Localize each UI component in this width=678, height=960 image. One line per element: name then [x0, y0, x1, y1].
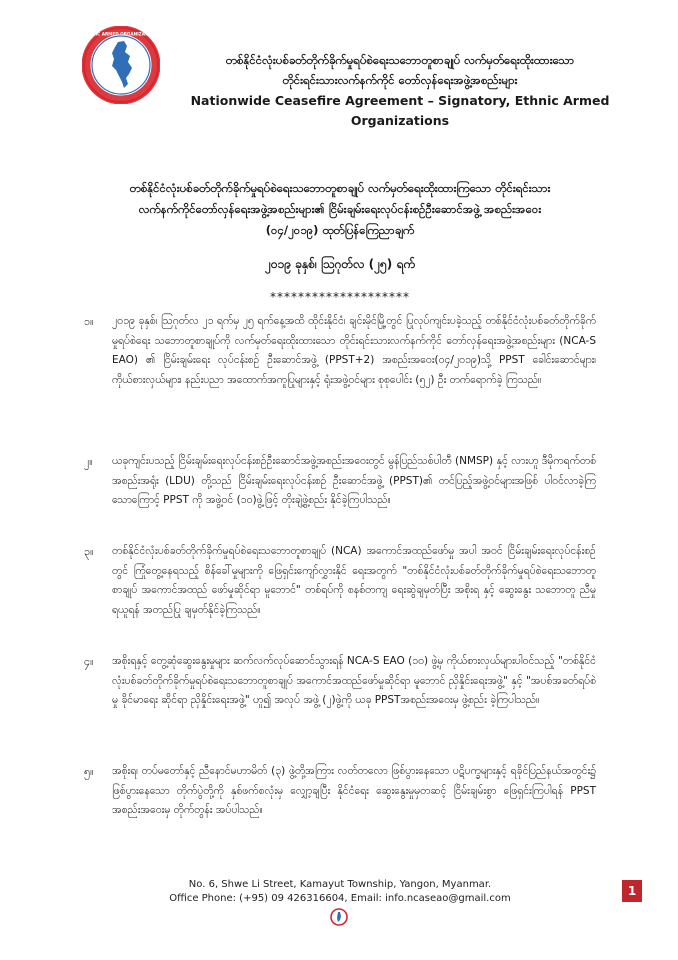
footer-phone-email: Office Phone: (+95) 09 426316604, Email: info.ncaseao@gmail.com: [169, 893, 511, 904]
title-line2: လက်နက်ကိုင်တော်လှန်ရေးအဖွဲ့အစည်းများ၏ ငြိမ်းချမ်းရေးလုပ်ငန်းစဉ်ဦးဆောင်အဖွဲ့ အစည်းအဝေး: [138, 202, 542, 216]
letterhead: [165, 50, 635, 130]
paragraph-2: [84, 452, 596, 511]
statement-date: ၂၀၁၉ ခုနှစ်၊ ဩဂုတ်လ (၂၅) ရက်: [264, 257, 416, 271]
org-name-mm-line2: တိုင်းရင်းသားလက်နက်ကိုင် တော်လှန်ရေးအဖွဲ့အစည်းများ: [282, 73, 518, 87]
paragraph-text: တစ်နိုင်ငံလုံးပစ်ခတ်တိုက်ခိုက်မှုရပ်စဲရေးသဘောတူစာချုပ် (NCA) အကောင်အထည်ဖော်မှု အပါ အဝင် ငြိမ်းချမ်းရေးလုပ်ငန်းစဉ်တွင် ကြုံတွေ့နေရသည့် စိန်ခေါ်မှုများကို ဖြေရှင်းကျော်လွှားနိုင် ရေးအတွက် "တစ်နိုင်ငံလုံးပစ်ခတ်တိုက်ခိုက်မှုရပ်စဲရေးသဘောတူစာချုပ် အကောင်အထည် ဖော်မှုဆိုင်ရာ မူဘောင်" တစ်ရပ်ကို စနစ်တကျ ရေးဆွဲချမှတ်ပြီး အစိုးရ နှင့် ဆွေးနွေး သဘောတူ ညီမှု ရယူရန် အတည်ပြု ချမှတ်နိုင်ခဲ့ကြသည်။: [112, 545, 596, 616]
paragraph-5: [84, 762, 596, 821]
paragraph-3: [84, 542, 596, 620]
organization-logo: [82, 26, 160, 104]
paragraph-1: [84, 312, 596, 390]
paragraph-4: [84, 652, 596, 711]
org-name-en-line2: Organizations: [350, 113, 450, 128]
separator: ********************: [270, 290, 410, 304]
footer-contact: [100, 878, 580, 906]
paragraph-text: အစိုးရနှင့် တွေ့ဆုံဆွေးနွေးမှုများ ဆက်လက်လုပ်ဆောင်သွားရန် NCA-S EAO (၁၀) ဖွဲ့မှ ကိုယ်စားလှယ်များပါဝင်သည့် "တစ်နိုင်ငံလုံးပစ်ခတ်တိုက်ခိုက်မှုရပ်စဲရေးသဘောတူစာချုပ် အကောင်အထည်ဖော်မှုဆိုင်ရာ မူဘောင် ညှိနှိုင်းရေးအဖွဲ့" နှင့် "အပစ်အခတ်ရပ်စဲမှု ခိုင်မာရေး ဆိုင်ရာ ညှိနှိုင်းရေးအဖွဲ့" ဟူ၍ အလုပ် အဖွဲ့ (၂)ဖွဲ့ကို ယခု PPSTအစည်းအဝေးမှ ဖွဲ့စည်း ခဲ့ကြပါသည်။: [112, 655, 596, 706]
paragraph-number: ၃။: [84, 545, 94, 558]
paragraph-number: ၄။: [84, 655, 94, 668]
paragraph-text: အစိုးရ၊ တပ်မတော်နှင့် ညီနောင်မဟာမိတ် (၃) ဖွဲ့တို့အကြား လတ်တလော ဖြစ်ပွားနေသော ပဋိပက္ခများနှင့် ရခိုင်ပြည်နယ်အတွင်း၌ ဖြစ်ပွားနေသော တိုက်ပွဲတို့ကို နှစ်ဖက်စလုံးမှ လျှော့ချပြီး နိုင်ငံရေး ဆွေးနွေးမှုမှတဆင့် ငြိမ်းချမ်းစွာ ဖြေရှင်းကြပါရန် PPST အစည်းအဝေးမှ တိုက်တွန်း အပ်ပါသည်။: [112, 765, 596, 816]
title-line1: တစ်နိုင်ငံလုံးပစ်ခတ်တိုက်ခိုက်မှုရပ်စဲရေးသဘောတူစာချုပ် လက်မှတ်ရေးထိုးထားကြသော တိုင်းရင်းသား: [129, 181, 551, 195]
footer-logo-icon: [330, 908, 348, 926]
page-number-badge: 1: [622, 880, 642, 902]
paragraph-text: ယခုကျင်းပသည့် ငြိမ်းချမ်းရေးလုပ်ငန်းစဉ်ဦးဆောင်အဖွဲ့အစည်းအဝေးတွင် မွန်ပြည်သစ်ပါတီ (NMSP) နှင့် လားဟူ ဒီမိုကရက်တစ်အစည်းအရုံး (LDU) တို့သည် ငြိမ်းချမ်းရေးလုပ်ငန်းစဉ် ဦးဆောင်အဖွဲ့ (PPST)၏ တင်ပြည့်အဖွဲ့ဝင်များအဖြစ် ပါဝင်လာခဲ့ကြသောကြောင့် PPST ကို အဖွဲ့ဝင် (၁၀)ဖွဲ့ဖြင့် တိုးချဲ့ဖွဲ့စည်း နိုင်ခဲ့ကြပါသည်။: [112, 455, 596, 506]
statement-title: [60, 178, 620, 241]
paragraph-number: ၁။: [84, 315, 94, 328]
logo-ring-text: ETHNIC ARMED ORGANIZATIONS: [82, 31, 160, 37]
org-name-mm-line1: တစ်နိုင်ငံလုံးပစ်ခတ်တိုက်ခိုက်မှုရပ်စဲရေးသဘောတူစာချုပ် လက်မှတ်ရေးထိုးထားသော: [225, 53, 575, 67]
paragraph-number: ၂။: [84, 455, 93, 468]
title-line3: (၀၄/၂၀၁၉) ထုတ်ပြန်ကြေညာချက်: [265, 223, 415, 237]
paragraph-number: ၅။: [84, 765, 94, 778]
org-name-en-line1: Nationwide Ceasefire Agreement – Signatory, Ethnic Armed: [190, 93, 610, 108]
paragraph-text: ၂၀၁၉ ခုနှစ်၊ ဩဂုတ်လ ၂၁ ရက်မှ ၂၅ ရက်နေ့အထိ ထိုင်းနိုင်ငံ၊ ချင်းမိုင်မြို့တွင် ပြုလုပ်ကျင်းပခဲ့သည့် တစ်နိုင်ငံလုံးပစ်ခတ်တိုက်ခိုက်မှုရပ်စဲရေး သဘောတူစာချုပ်ကို လက်မှတ်ရေးထိုးထားသော တိုင်းရင်းသားလက်နက်ကိုင် တော်လှန်ရေးအဖွဲ့အစည်းများ (NCA-S EAO) ၏ ငြိမ်းချမ်းရေး လုပ်ငန်းစဉ် ဦးဆောင်အဖွဲ့ (PPST+2) အစည်းအဝေး(၀၄/၂၀၁၉)သို့ PPST ခေါင်းဆောင်များ၊ ကိုယ်စားလှယ်များ၊ နည်းပညာ အထောက်အကူပြုများနှင့် ရုံးအဖွဲ့ဝင်များ စုစုပေါင်း (၅၂) ဦး တက်ရောက်ခဲ့ ကြသည်။: [112, 315, 596, 386]
footer-address: No. 6, Shwe Li Street, Kamayut Township, Yangon, Myanmar.: [188, 879, 492, 890]
